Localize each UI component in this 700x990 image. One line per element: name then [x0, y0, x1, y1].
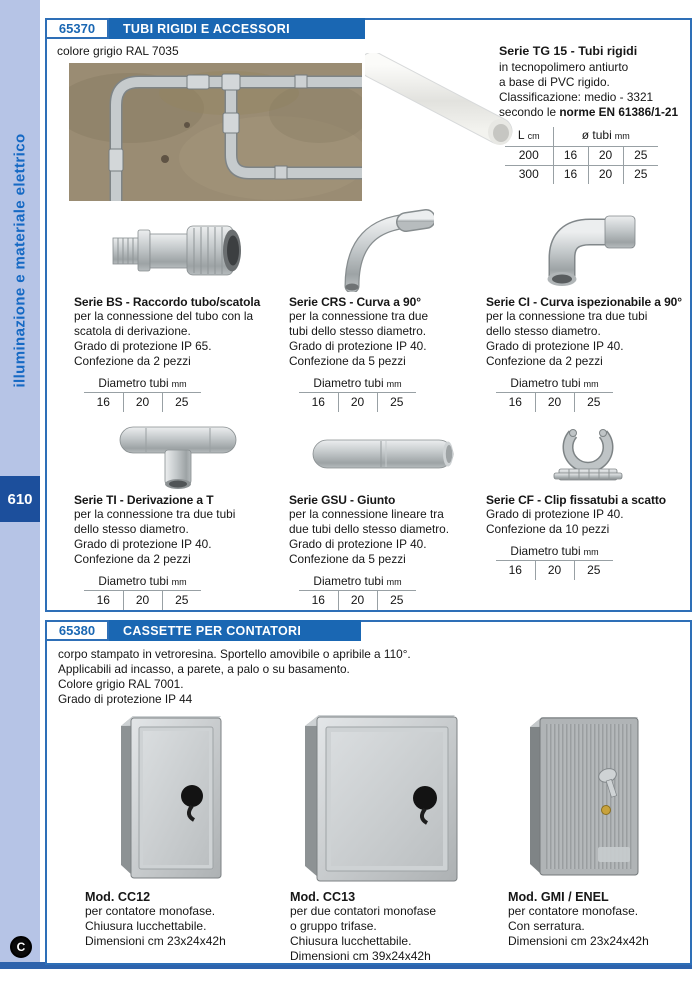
table-cell: 16: [96, 593, 110, 608]
cassette-desc-line: Grado di protezione IP 44: [58, 692, 193, 706]
product-desc-line: Grado di protezione IP 40.: [289, 537, 427, 551]
cassette-description: [58, 647, 411, 707]
diameter-table: [496, 544, 613, 580]
table-cell: 16: [508, 563, 522, 578]
table-cell: 25: [162, 393, 201, 412]
diameter-table: [84, 376, 201, 412]
product-cell-gsu: [282, 419, 478, 610]
diameter-table: [299, 574, 416, 610]
table-header-cell: ø tubi mm: [553, 127, 658, 146]
product-title: Serie CI - Curva ispezionabile a 90°: [486, 295, 682, 309]
table-cell: 25: [574, 393, 613, 412]
product-desc-line: scatola di derivazione.: [74, 324, 191, 338]
cassette-desc-line: per contatore monofase.: [508, 904, 639, 918]
product-title: Serie CRS - Curva a 90°: [289, 295, 421, 309]
table-cell: 16: [553, 146, 588, 165]
product-desc-line: tubi dello stesso diametro.: [289, 324, 427, 338]
product-desc-line: per la connessione del tubo con la: [74, 309, 254, 323]
color-note: colore grigio RAL 7035: [57, 44, 179, 58]
cassette-desc-line: Applicabili ad incasso, a parete, a palo o su basamento.: [58, 662, 350, 676]
cc13-box-image: [282, 708, 478, 884]
table-cell: 16: [96, 395, 110, 410]
publisher-logo: C: [10, 936, 32, 958]
diameter-table: [496, 376, 613, 412]
cassette-desc-line: Chiusura lucchettabile.: [85, 919, 207, 933]
cassette-desc-line: Chiusura lucchettabile.: [290, 934, 412, 948]
product-title: Serie CF - Clip fissatubi a scatto: [486, 493, 666, 507]
page-number-badge: 610: [0, 476, 40, 522]
section-tubi-rigidi: [45, 18, 692, 612]
product-desc-line: dello stesso diametro.: [74, 522, 189, 536]
table-cell: 20: [338, 591, 377, 610]
product-desc-line: per la connessione tra due tubi: [74, 507, 236, 521]
product-desc-line: dello stesso diametro.: [486, 324, 601, 338]
gmi-enel-box-image: [478, 708, 689, 884]
table-cell: 16: [311, 593, 325, 608]
sidebar-vertical-label: illuminazione e materiale elettrico: [11, 132, 29, 388]
diameter-table: [299, 376, 416, 412]
product-desc-line: per la connessione lineare tra: [289, 507, 444, 521]
table-header-cell: Diametro tubi mm: [299, 376, 416, 393]
product-desc-line: per la connessione tra due tubi: [486, 309, 648, 323]
table-cell: 20: [535, 561, 574, 580]
table-header-cell: Diametro tubi mm: [496, 544, 613, 561]
table-header-cell: Diametro tubi mm: [84, 574, 201, 591]
installation-photo: [69, 63, 362, 201]
table-header-cell: Diametro tubi mm: [299, 574, 416, 591]
table-cell: 25: [623, 146, 658, 165]
tube-photo: [365, 53, 515, 149]
products-grid: [59, 207, 689, 610]
section-cassette: [45, 620, 692, 965]
tg15-desc-line: Classificazione: medio - 3321: [499, 90, 654, 104]
table-cell: 20: [338, 393, 377, 412]
cassette-desc-line: corpo stampato in vetroresina. Sportello amovibile o apribile a 110°.: [58, 647, 411, 661]
table-cell: 20: [123, 393, 162, 412]
product-cell-ti: [59, 419, 282, 610]
cassette-desc-line: Dimensioni cm 23x24x42h: [85, 934, 226, 948]
cc12-box-image: [59, 708, 282, 884]
cassette-desc-line: Colore grigio RAL 7001.: [58, 677, 184, 691]
cassette-text-cc12: [59, 890, 282, 964]
sidebar-vertical-label-wrap: [0, 50, 40, 470]
table-cell: 25: [377, 393, 416, 412]
product-title: Serie BS - Raccordo tubo/scatola: [74, 295, 261, 309]
product-desc-line: Grado di protezione IP 40.: [74, 537, 212, 551]
cassette-desc-line: Dimensioni cm 23x24x42h: [508, 934, 649, 948]
tg15-desc-line: secondo le norme EN 61386/1-21: [499, 105, 679, 119]
table-cell: 16: [311, 395, 325, 410]
section-tubi-header: [45, 18, 365, 39]
table-cell: 20: [535, 393, 574, 412]
cassette-title: Mod. CC13: [290, 890, 356, 904]
cassette-desc-line: per contatore monofase.: [85, 904, 216, 918]
product-desc-line: Grado di protezione IP 40.: [486, 339, 624, 353]
tg15-desc-line: in tecnopolimero antiurto: [499, 60, 629, 74]
cassette-title: Mod. CC12: [85, 890, 151, 904]
tg15-size-table: [505, 127, 658, 184]
table-cell: 25: [162, 591, 201, 610]
product-desc-line: Confezione da 2 pezzi: [74, 354, 191, 368]
section-title-bar: TUBI RIGIDI E ACCESSORI: [109, 18, 365, 39]
table-cell: 20: [588, 146, 623, 165]
table-cell: 16: [563, 167, 578, 182]
ci-elbow-image: [486, 207, 689, 293]
product-desc-line: Grado di protezione IP 65.: [74, 339, 212, 353]
cassette-desc-line: Dimensioni cm 39x24x42h: [290, 949, 431, 963]
table-cell: 25: [623, 165, 658, 184]
table-cell: 20: [588, 165, 623, 184]
section-cassette-header: [45, 620, 361, 641]
cassette-desc-line: per due contatori monofase: [290, 904, 437, 918]
product-desc-line: per la connessione tra due: [289, 309, 429, 323]
crs-curve-image: [289, 207, 478, 293]
table-cell: 25: [574, 561, 613, 580]
product-desc-line: Confezione da 5 pezzi: [289, 354, 406, 368]
section-code-badge: 65380: [45, 620, 109, 641]
table-header-cell: Diametro tubi mm: [496, 376, 613, 393]
cf-clip-image: [486, 419, 689, 491]
section-code-badge: 65370: [45, 18, 109, 39]
cassette-text-gmi: [478, 890, 689, 964]
product-desc-line: Grado di protezione IP 40.: [486, 507, 624, 521]
ti-tee-image: [74, 419, 282, 491]
product-desc-line: Grado di protezione IP 40.: [289, 339, 427, 353]
product-title: Serie TI - Derivazione a T: [74, 493, 214, 507]
cassette-desc-line: Con serratura.: [508, 919, 585, 933]
cassette-grid: [59, 708, 689, 964]
product-cell-bs: [59, 207, 282, 419]
table-header-cell: L cm: [505, 127, 553, 146]
table-header-cell: Diametro tubi mm: [84, 376, 201, 393]
product-cell-crs: [282, 207, 478, 419]
product-desc-line: Confezione da 10 pezzi: [486, 522, 610, 536]
table-cell: 20: [123, 591, 162, 610]
tg15-title: Serie TG 15 - Tubi rigidi: [499, 44, 638, 58]
bs-fitting-image: [74, 207, 282, 293]
product-desc-line: Confezione da 2 pezzi: [486, 354, 603, 368]
product-desc-line: due tubi dello stesso diametro.: [289, 522, 450, 536]
product-cell-cf: [478, 419, 689, 610]
cassette-desc-line: o gruppo trifase.: [290, 919, 377, 933]
cassette-text-cc13: [282, 890, 478, 964]
section-title-bar: CASSETTE PER CONTATORI: [109, 620, 361, 641]
product-desc-line: Confezione da 2 pezzi: [74, 552, 191, 566]
product-cell-ci: [478, 207, 689, 419]
table-cell: 300: [505, 165, 553, 184]
product-title: Serie GSU - Giunto: [289, 493, 396, 507]
tg15-block: [499, 44, 691, 184]
table-cell: 200: [505, 146, 553, 165]
gsu-joint-image: [289, 419, 478, 491]
table-cell: 25: [377, 591, 416, 610]
tg15-desc-line: a base di PVC rigido.: [499, 75, 610, 89]
table-cell: 16: [508, 395, 522, 410]
norm-reference: norme EN 61386/1-21: [559, 105, 679, 119]
product-desc-line: Confezione da 5 pezzi: [289, 552, 406, 566]
diameter-table: [84, 574, 201, 610]
cassette-title: Mod. GMI / ENEL: [508, 890, 609, 904]
